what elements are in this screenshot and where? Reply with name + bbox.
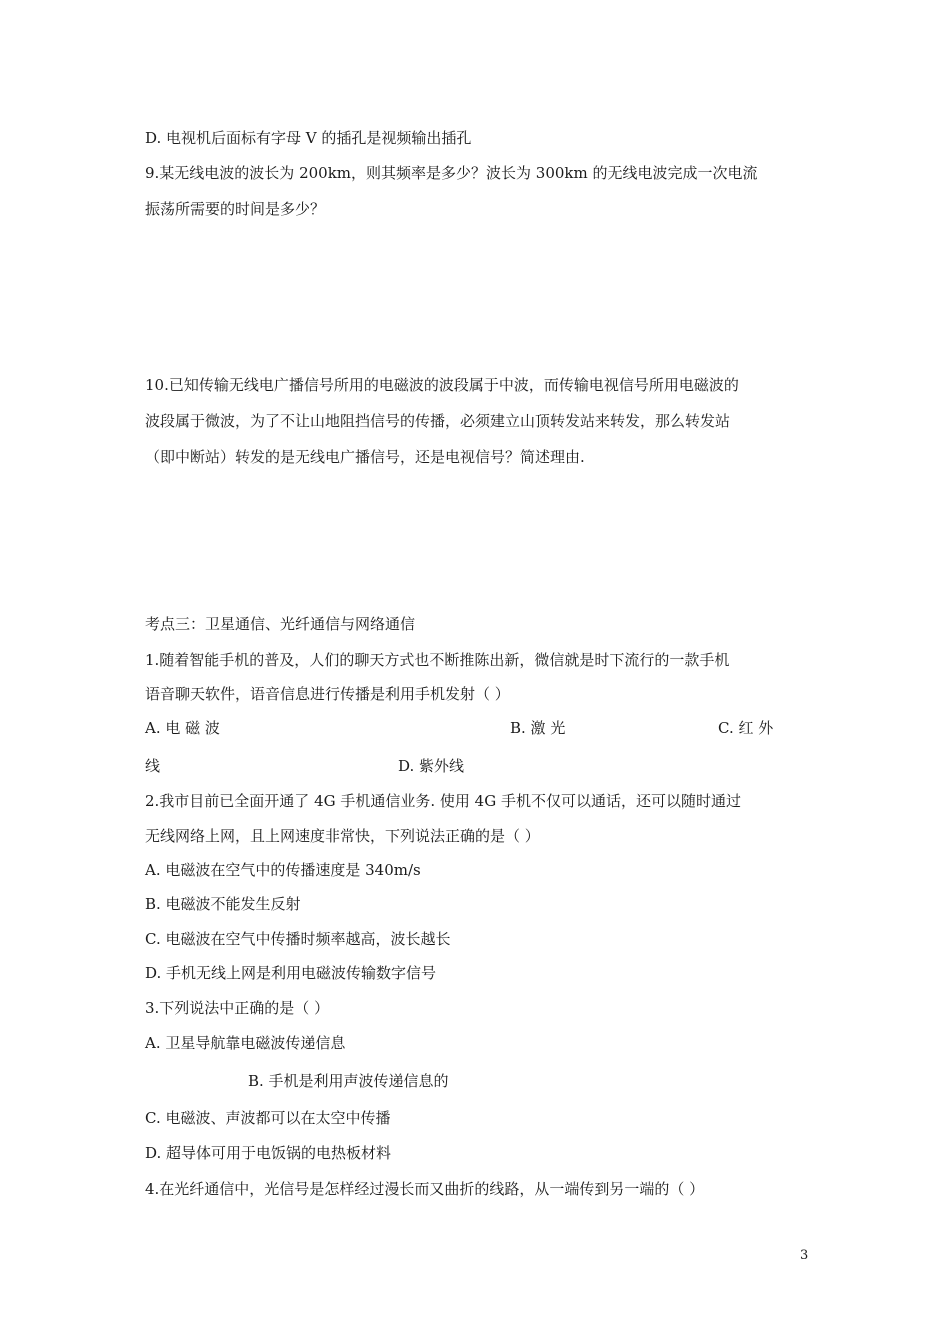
s1-question-line-1: 1.随着智能手机的普及，人们的聊天方式也不断推陈出新，微信就是时下流行的一款手机 <box>145 651 730 669</box>
s2-option-c: C. 电磁波在空气中传播时频率越高，波长越长 <box>145 930 451 948</box>
section-heading: 考点三：卫星通信、光纤通信与网络通信 <box>145 615 416 633</box>
option-d-tv: D. 电视机后面标有字母 V 的插孔是视频输出插孔 <box>145 129 472 147</box>
s3-option-d: D. 超导体可用于电饭锅的电热板材料 <box>145 1144 392 1162</box>
s2-question-line-1: 2.我市目前已全面开通了 4G 手机通信业务. 使用 4G 手机不仅可以通话，还可以随时通过 <box>145 792 741 810</box>
s2-option-d: D. 手机无线上网是利用电磁波传输数字信号 <box>145 964 437 982</box>
s3-option-c: C. 电磁波、声波都可以在太空中传播 <box>145 1109 391 1127</box>
s1-question-line-2: 语音聊天软件，语音信息进行传播是利用手机发射（ ） <box>145 685 510 703</box>
s1-option-d: D. 紫外线 <box>398 757 465 775</box>
s2-question-line-2: 无线网络上网，且上网速度非常快，下列说法正确的是（ ） <box>145 827 540 845</box>
s3-question: 3.下列说法中正确的是（ ） <box>145 999 330 1017</box>
s1-option-c: C. 红 外 <box>718 719 774 737</box>
s1-option-b: B. 激 光 <box>510 719 566 737</box>
s2-option-a: A. 电磁波在空气中的传播速度是 340m/s <box>145 861 421 879</box>
page-number: 3 <box>800 1248 809 1263</box>
s1-option-c-continued: 线 <box>145 757 161 775</box>
s4-question: 4.在光纤通信中，光信号是怎样经过漫长而又曲折的线路，从一端传到另一端的（ ） <box>145 1180 705 1198</box>
s2-option-b: B. 电磁波不能发生反射 <box>145 895 301 913</box>
question-9-line-1: 9.某无线电波的波长为 200km，则其频率是多少？波长为 300km 的无线电波完成一次电流 <box>145 164 758 182</box>
question-10-line-2: 波段属于微波，为了不让山地阻挡信号的传播，必须建立山顶转发站来转发，那么转发站 <box>145 412 731 430</box>
question-10-line-3: （即中断站）转发的是无线电广播信号，还是电视信号？简述理由. <box>145 448 585 466</box>
s3-option-b: B. 手机是利用声波传递信息的 <box>248 1072 449 1090</box>
question-10-line-1: 10.已知传输无线电广播信号所用的电磁波的波段属于中波，而传输电视信号所用电磁波的 <box>145 376 739 394</box>
s1-option-a: A. 电 磁 波 <box>145 719 220 737</box>
s3-option-a: A. 卫星导航靠电磁波传递信息 <box>145 1034 346 1052</box>
question-9-line-2: 振荡所需要的时间是多少？ <box>145 200 326 218</box>
